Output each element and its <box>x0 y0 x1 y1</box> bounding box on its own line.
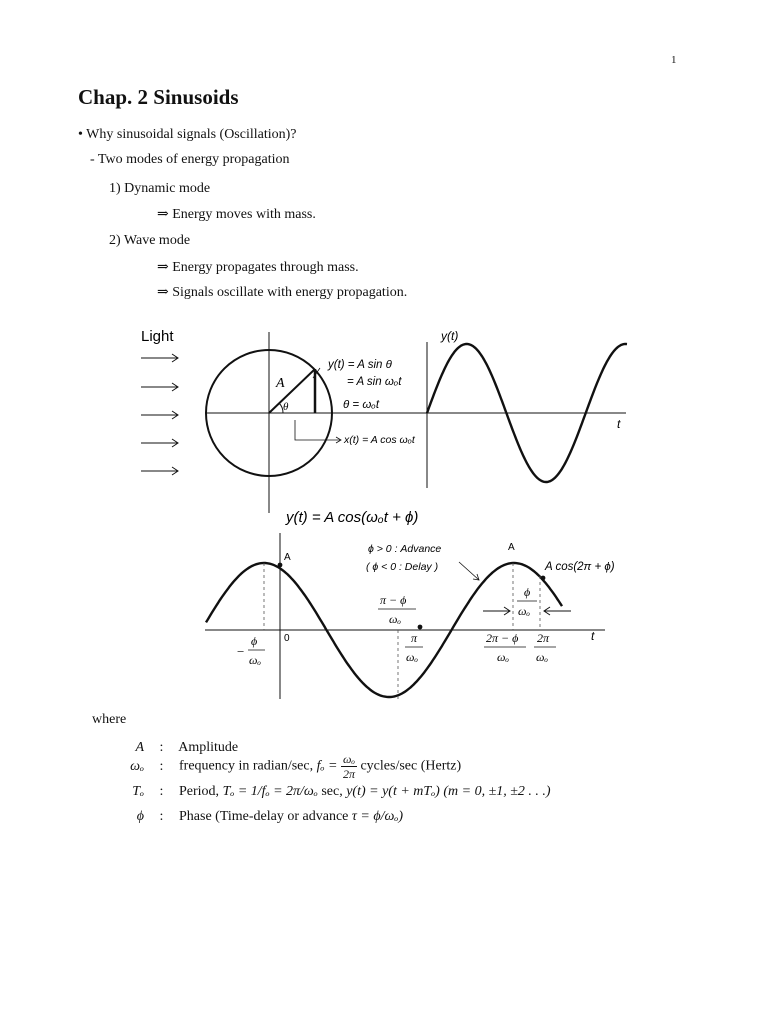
symbol-omega: ωₒ <box>130 758 144 774</box>
colon: : <box>159 809 164 824</box>
mode-label-wave: 2) Wave mode <box>109 233 191 248</box>
frac-omega: ωₒ <box>389 612 401 626</box>
neg-sign: − <box>237 644 245 659</box>
symbol-amplitude: A <box>135 740 144 755</box>
where-heading: where <box>92 712 127 727</box>
frequency-text: frequency in radian/sec, <box>179 758 314 774</box>
page-title: Chap. 2 Sinusoids <box>78 85 239 109</box>
frac-omega: ωₒ <box>518 604 530 618</box>
amplitude-text: Amplitude <box>178 740 239 755</box>
bullet-dot: • <box>78 127 83 142</box>
figure-phase <box>205 509 615 700</box>
theta-label: θ <box>283 401 289 413</box>
frac-two-pi: 2π <box>537 631 550 645</box>
cosine-formula: y(t) = A cos(ωₒt + ϕ) <box>286 509 419 526</box>
period-eq: Tₒ = 1/fₒ = 2π/ωₒ <box>222 784 318 799</box>
eq-y-sin-theta: y(t) = A sin θ <box>328 359 392 371</box>
hertz-text: cycles/sec (Hertz) <box>360 758 462 774</box>
intro-question: Why sinusoidal signals (Oscillation)? <box>86 127 297 142</box>
frac-omega: ωₒ <box>249 653 261 667</box>
dot-pi <box>418 625 423 630</box>
symbol-period: Tₒ <box>132 784 144 799</box>
eq-y-sin-omega: = A sin ωₒt <box>347 376 402 388</box>
note-advance: ϕ > 0 : Advance <box>368 543 442 555</box>
frac-omega: ωₒ <box>406 650 418 664</box>
frac-omega: ωₒ <box>536 650 548 664</box>
light-arrows <box>141 354 178 475</box>
note-pointer <box>459 562 479 580</box>
end-value-label: A cos(2π + ϕ) <box>545 561 615 573</box>
frac-phi-shift: ϕ <box>524 585 531 599</box>
legend-row-period <box>120 784 551 800</box>
frac-pi: π <box>411 631 418 645</box>
mode-point: ⇒ Energy propagates through mass. <box>157 260 359 275</box>
dot-peak <box>278 563 283 568</box>
legend-row-frequency <box>120 753 461 780</box>
signal-t-label: t <box>617 417 621 431</box>
light-label: Light <box>141 328 174 345</box>
eq-x-cos: x(t) = A cos ωₒt <box>344 434 415 446</box>
peak-label: A <box>284 552 291 563</box>
x-pointer <box>295 420 340 440</box>
phase-text: Phase (Time-delay or advance <box>179 809 349 824</box>
page-number: 1 <box>671 54 677 66</box>
colon: : <box>159 758 164 774</box>
mode-label-dynamic: 1) Dynamic mode <box>109 181 211 196</box>
note-delay: ( ϕ < 0 : Delay ) <box>366 561 439 573</box>
sec-text: sec, <box>321 784 343 799</box>
phase-t-label: t <box>591 629 595 643</box>
frac-phi: ϕ <box>251 634 258 648</box>
legend-row-phase <box>120 809 403 825</box>
peak-label: A <box>508 542 515 553</box>
frequency-eq: fₒ = <box>316 758 338 774</box>
frac-omega: ωₒ <box>497 650 509 664</box>
origin-zero: 0 <box>284 633 290 644</box>
frequency-fraction <box>341 753 357 780</box>
fraction-denominator: 2π <box>342 767 355 781</box>
figure-phasor <box>141 328 627 513</box>
phase-eq: τ = ϕ/ωₒ) <box>351 809 404 824</box>
modes-heading: - Two modes of energy propagation <box>90 152 290 167</box>
period-text: Period, <box>179 784 220 799</box>
dot-end <box>541 576 546 581</box>
periodicity-eq: y(t) = y(t + mTₒ) (m = 0, ±1, ±2 . . .) <box>346 784 551 799</box>
colon: : <box>159 784 164 799</box>
signal-y-label: y(t) <box>441 329 459 343</box>
symbol-phase: ϕ <box>136 809 144 824</box>
frac-pi-phi: π − ϕ <box>380 593 407 607</box>
colon: : <box>159 740 164 755</box>
mode-point: ⇒ Energy moves with mass. <box>157 207 316 222</box>
frac-two-pi-phi: 2π − ϕ <box>486 631 519 645</box>
fraction-numerator: ωₒ <box>341 753 357 767</box>
eq-theta: θ = ωₒt <box>343 399 380 411</box>
amplitude-label: A <box>276 376 285 391</box>
mode-point: ⇒ Signals oscillate with energy propagation. <box>157 285 408 300</box>
